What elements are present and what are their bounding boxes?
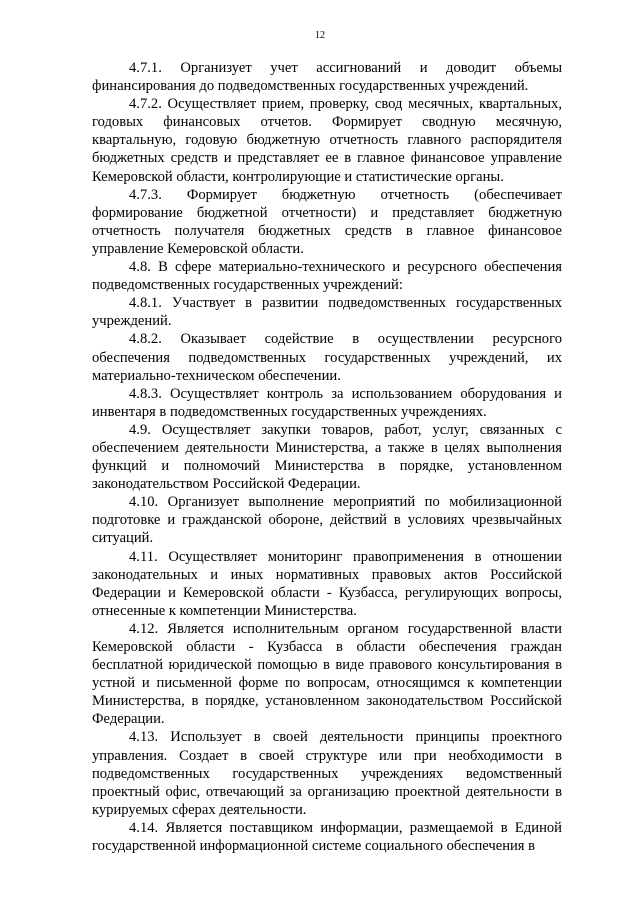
paragraph-4-8-3: 4.8.3. Осуществляет контроль за использованием оборудования и инвентаря в подведомственных государственных учреждениях.	[92, 385, 562, 420]
paragraph-4-11: 4.11. Осуществляет мониторинг правоприменения в отношении законодательных и иных нормативных правовых актов Российской Федерации и Кемеровской области - Кузбасса, регулирующих вопросы, отнесенные к компетенции Министерства.	[92, 548, 562, 619]
paragraph-4-8-1: 4.8.1. Участвует в развитии подведомственных государственных учреждений.	[92, 295, 562, 330]
paragraph-4-14: 4.14. Является поставщиком информации, размещаемой в Единой государственной информационной системе социального обеспечения в	[92, 819, 562, 855]
page-number: 12	[315, 30, 325, 41]
paragraph-4-8: 4.8. В сфере материально-технического и ресурсного обеспечения подведомственных государственных учреждений:	[92, 259, 562, 294]
paragraph-4-13: 4.13. Использует в своей деятельности принципы проектного управления. Создает в своей структуре или при необходимости в подведомственных государственных учреждениях ведомственный проектный офис, отвечающий за организацию проектной деятельности в курируемых сферах деятельности.	[92, 729, 562, 818]
paragraph-4-7-3: 4.7.3. Формирует бюджетную отчетность (обеспечивает формирование бюджетной отчетности) и представляет бюджетную отчетность получателя бюджетных средств в главное финансовое управление Кемеровской области.	[92, 186, 562, 257]
paragraph-4-9: 4.9. Осуществляет закупки товаров, работ, услуг, связанных с обеспечением деятельности Министерства, а также в целях выполнения функций и полномочий Министерства в порядке, установленном законодательством Российской Федерации.	[92, 421, 562, 493]
paragraph-4-7-1: 4.7.1. Организует учет ассигнований и доводит объемы финансирования до подведомственных государственных учреждений.	[92, 60, 562, 95]
paragraph-4-7-2: 4.7.2. Осуществляет прием, проверку, свод месячных, квартальных, годовых финансовых отчетов. Формирует сводную месячную, квартальную, годовую бюджетную отчетность главного распорядителя бюджетных средств и представляет ее в главное финансовое управление Кемеровской области, контролирующие и статистические органы.	[92, 96, 562, 185]
paragraph-4-8-2: 4.8.2. Оказывает содействие в осуществлении ресурсного обеспечения подведомственных государственных учреждений, их материально-техническом обеспечении.	[92, 331, 562, 384]
paragraph-4-12: 4.12. Является исполнительным органом государственной власти Кемеровской области - Кузбасса в области обеспечения граждан бесплатной юридической помощью в виде правового консультирования в устной и письменной форме по вопросам, относящимся к компетенции Министерства, в порядке, установленном законодательством Российской Федерации.	[92, 620, 562, 728]
document-body	[92, 59, 562, 855]
paragraph-4-10: 4.10. Организует выполнение мероприятий по мобилизационной подготовке и гражданской обороне, действий в условиях чрезвычайных ситуаций.	[92, 494, 562, 547]
